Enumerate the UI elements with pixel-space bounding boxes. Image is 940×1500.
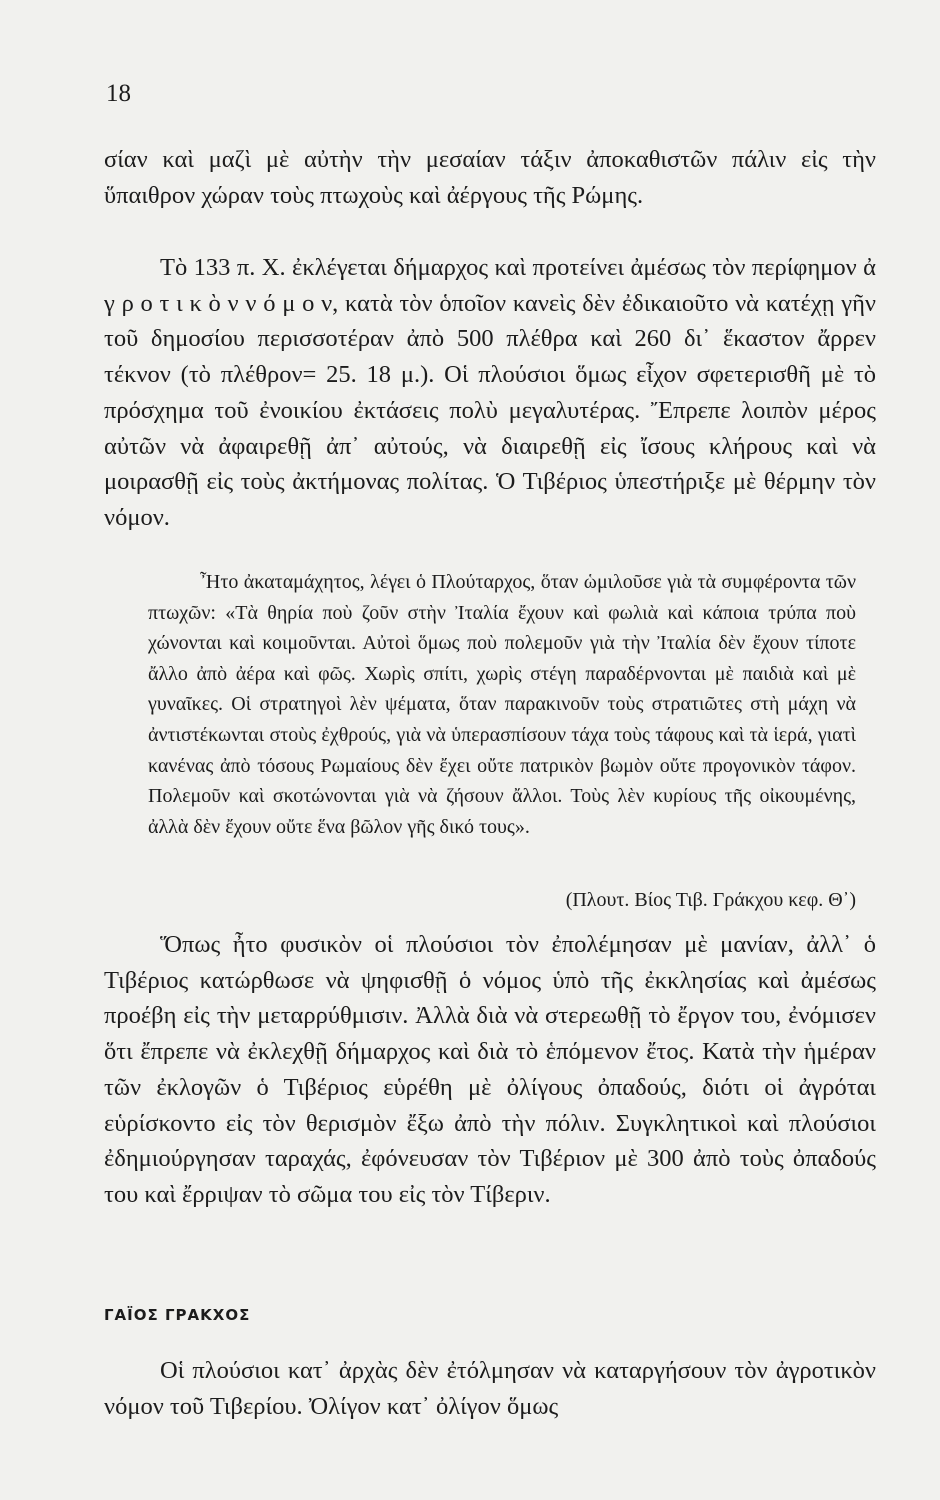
quote-citation: (Πλουτ. Βίος Τιβ. Γράκχου κεφ. Θ᾽) bbox=[565, 889, 856, 911]
page-number: 18 bbox=[106, 80, 131, 107]
paragraph-agrarian-law: Τὸ 133 π. Χ. ἐκλέγεται δήμαρχος καὶ προτείνει ἀμέσως τὸν περίφημον ἀ γ ρ ο τ ι κ ὸ ν ν ό μ ο ν, κατὰ τὸν ὁποῖον κανεὶς δὲν ἐδικαιοῦτο νὰ κατέχῃ γῆν τοῦ δημοσίου περισσοτέραν ἀπὸ 500 πλέθρα καὶ 260 δι᾽ ἕκαστον ἄρρεν τέκνον (τὸ πλέθρον= 25. 18 μ.). Οἱ πλούσιοι ὅμως εἶχον σφετερισθῆ μὲ τὸ πρόσχημα τοῦ ἐνοικίου ἐκτάσεις πολὺ μεγαλυτέρας. Ἔπρεπε λοιπὸν μέρος αὐτῶν νὰ ἀφαιρεθῇ ἀπ᾽ αὐτούς, νὰ διαιρεθῇ εἰς ἴσους κλήρους καὶ νὰ μοιρασθῇ εἰς τοὺς ἀκτήμονας πολίτας. Ὁ Τιβέριος ὑπεστήριξε μὲ θέρμην τὸν νόμον. bbox=[104, 254, 876, 531]
section-heading-gaius-gracchus: ΓΑΪΟΣ ΓΡΑΚΧΟΣ bbox=[104, 1306, 251, 1324]
paragraph-gaius-intro: Οἱ πλούσιοι κατ᾽ ἀρχὰς δὲν ἐτόλμησαν νὰ καταργήσουν τὸν ἀγροτικὸν νόμον τοῦ Τιβερίου. Ὀλίγον κατ᾽ ὀλίγον ὅμως bbox=[104, 1357, 876, 1420]
paragraph-continuation: σίαν καὶ μαζὶ μὲ αὐτὴν τὴν μεσαίαν τάξιν ἀποκαθιστῶν πάλιν εἰς τὴν ὕπαιθρον χώραν τοὺς πτωχοὺς καὶ ἀέργους τῆς Ρώμης. bbox=[104, 146, 876, 209]
paragraph-tiberius-death: Ὅπως ἦτο φυσικὸν οἱ πλούσιοι τὸν ἐπολέμησαν μὲ μανίαν, ἀλλ᾽ ὁ Τιβέριος κατώρθωσε νὰ ψηφισθῇ ὁ νόμος ὑπὸ τῆς ἐκκλησίας καὶ ἀμέσως προέβη εἰς τὴν μεταρρύθμισιν. Ἀλλὰ διὰ νὰ στερεωθῇ τὸ ἔργον του, ἐνόμισεν ὅτι ἔπρεπε νὰ ἐκλεχθῇ δήμαρχος καὶ διὰ τὸ ἑπόμενον ἔτος. Κατὰ τὴν ἡμέραν τῶν ἐκλογῶν ὁ Τιβέριος εὑρέθη μὲ ὀλίγους ὀπαδούς, διότι οἱ ἀγρόται εὑρίσκοντο εἰς τὸν θερισμὸν ἔξω ἀπὸ τὴν πόλιν. Συγκλητικοὶ καὶ πλούσιοι ἐδημιούργησαν ταραχάς, ἐφόνευσαν τὸν Τιβέριον μὲ 300 ἀπὸ τοὺς ὀπαδούς του καὶ ἔρριψαν τὸ σῶμα του εἰς τὸν Τίβεριν. bbox=[104, 931, 876, 1208]
plutarch-quote: Ἦτο ἀκαταμάχητος, λέγει ὁ Πλούταρχος, ὅταν ὡμιλοῦσε γιὰ τὰ συμφέροντα τῶν πτωχῶν: «Τὰ θηρία ποὺ ζοῦν στὴν Ἰταλία ἔχουν καὶ φωλιὰ καὶ κάποια τρύπα ποὺ χώνονται καὶ κοιμοῦνται. Αὐτοὶ ὅμως ποὺ πολεμοῦν γιὰ τὴν Ἰταλία δὲν ἔχουν τίποτε ἄλλο ἀπὸ ἀέρα καὶ φῶς. Χωρὶς σπίτι, χωρὶς στέγη παραδέρνονται μὲ παιδιὰ καὶ μὲ γυναῖκες. Οἱ στρατηγοὶ λὲν ψέματα, ὅταν παρακινοῦν τοὺς στρατιῶτες στὴ μάχη νὰ ἀντιστέκωνται στοὺς ἐχθρούς, γιὰ νὰ ὑπερασπίσουν τάχα τοὺς τάφους καὶ τὰ ἱερά, γιατὶ κανένας ἀπὸ τόσους Ρωμαίους δὲν ἔχει οὔτε πατρικὸν βωμὸν οὔτε προγονικὸν τάφον. Πολεμοῦν καὶ σκοτώνονται γιὰ νὰ ζήσουν ἄλλοι. Τοὺς λὲν κυρίους τῆς οἰκουμένης, ἀλλὰ δὲν ἔχουν οὔτε ἕνα βῶλον γῆς δικό τους». bbox=[148, 571, 856, 838]
